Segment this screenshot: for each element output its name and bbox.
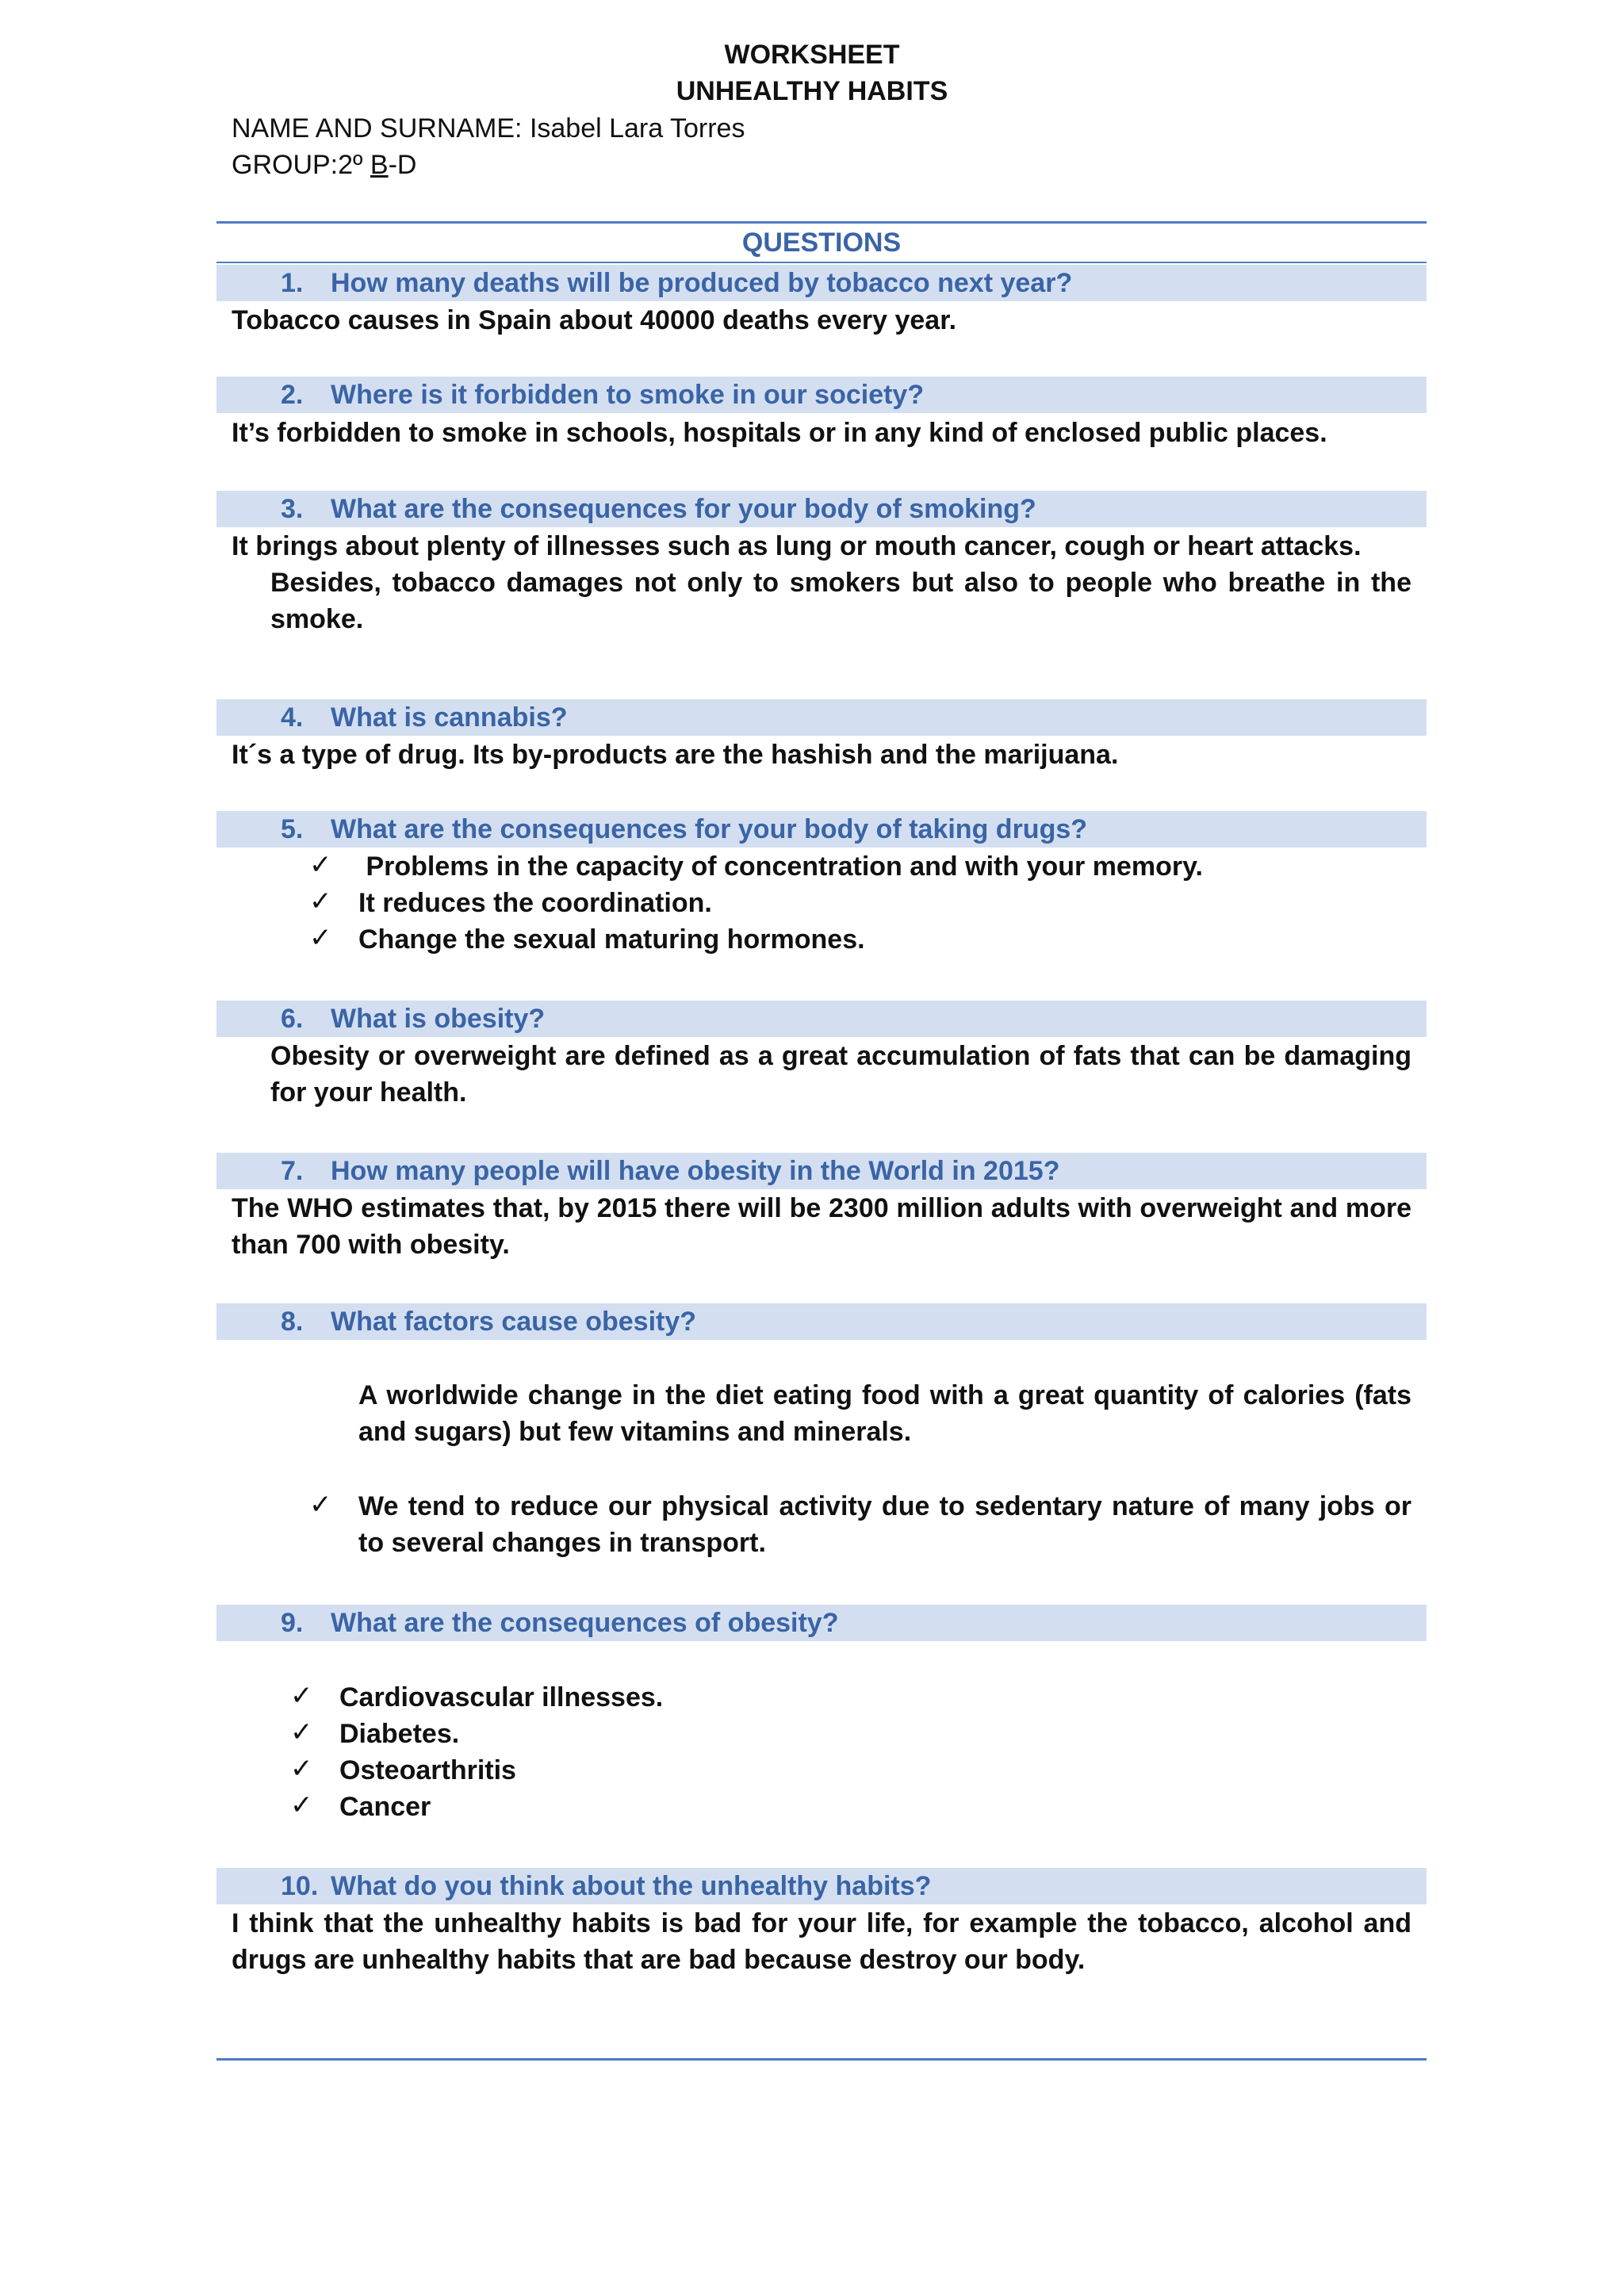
worksheet-subtitle: UNHEALTHY HABITS (676, 76, 948, 106)
checkmark-icon: ✓ (290, 1680, 313, 1712)
list-item: Diabetes. (339, 1719, 460, 1749)
answer-text: The WHO estimates that, by 2015 there will be 2300 million adults with overweight and more than 700 with obesity. (232, 1193, 1411, 1260)
list-item: We tend to reduce our physical activity due to sedentary nature of many jobs or to several changes in transport. (358, 1491, 1411, 1558)
answer-text: Obesity or overweight are defined as a great accumulation of fats that can be damaging for your health. (270, 1041, 1411, 1108)
heading-rule (216, 262, 1427, 263)
answer-text: It’s forbidden to smoke in schools, hospitals or in any kind of enclosed public places. (232, 418, 1327, 448)
question-text: What is cannabis? (331, 702, 568, 733)
list-item: Cancer (339, 1792, 431, 1822)
bottom-rule (216, 2058, 1427, 2061)
list-item: Change the sexual maturing hormones. (358, 924, 865, 955)
question-text: What do you think about the unhealthy habits? (331, 1871, 932, 1901)
question-text: Where is it forbidden to smoke in our society? (331, 380, 925, 410)
question-number: 8. (281, 1307, 304, 1337)
question-number: 5. (281, 814, 304, 844)
question-number: 10. (281, 1871, 319, 1901)
questions-heading: QUESTIONS (741, 228, 902, 258)
checkmark-icon: ✓ (309, 922, 332, 954)
question-number: 9. (281, 1608, 304, 1638)
top-rule (216, 221, 1427, 224)
question-text: How many people will have obesity in the World in 2015? (331, 1156, 1060, 1186)
answer-text-continued: Besides, tobacco damages not only to smokers but also to people who breathe in the smoke. (270, 568, 1411, 634)
question-text: What factors cause obesity? (331, 1307, 697, 1337)
question-text: What are the consequences for your body of smoking? (331, 494, 1036, 524)
question-number: 2. (281, 380, 304, 410)
question-text: What is obesity? (331, 1004, 546, 1034)
list-item: It reduces the coordination. (358, 888, 712, 918)
checkmark-icon: ✓ (290, 1716, 313, 1748)
question-number: 3. (281, 494, 304, 524)
list-item: A worldwide change in the diet eating food with a great quantity of calories (fats and sugars) but few vitamins and minerals. (358, 1380, 1411, 1447)
group-prefix: GROUP:2º (232, 150, 370, 180)
answer-text: It´s a type of drug. Its by-products are the hashish and the marijuana. (232, 740, 1119, 770)
group-suffix: -D (388, 150, 417, 180)
checkmark-icon: ✓ (309, 849, 332, 881)
question-number: 4. (281, 702, 304, 733)
question-number: 7. (281, 1156, 304, 1186)
checkmark-icon: ✓ (290, 1789, 313, 1821)
list-item: Osteoarthritis (339, 1755, 516, 1785)
question-text: How many deaths will be produced by tobacco next year? (331, 268, 1073, 298)
list-item: Problems in the capacity of concentration and with your memory. (358, 851, 1203, 882)
answer-text: Tobacco causes in Spain about 40000 deaths every year. (232, 305, 957, 335)
checkmark-icon: ✓ (309, 886, 332, 917)
checkmark-icon: ✓ (290, 1753, 313, 1785)
student-group (232, 147, 416, 183)
group-letter: B (370, 150, 389, 180)
question-number: 6. (281, 1004, 304, 1034)
answer-text: It brings about plenty of illnesses such as lung or mouth cancer, cough or heart attacks. (232, 531, 1362, 561)
student-name: NAME AND SURNAME: Isabel Lara Torres (232, 113, 745, 144)
list-item: Cardiovascular illnesses. (339, 1682, 664, 1712)
worksheet-title: WORKSHEET (724, 40, 900, 70)
answer-text: I think that the unhealthy habits is bad for your life, for example the tobacco, alcohol and drugs are unhealthy habits that are bad because destroy our body. (232, 1908, 1411, 1975)
question-number: 1. (281, 268, 304, 298)
checkmark-icon: ✓ (309, 1489, 332, 1521)
question-text: What are the consequences for your body of taking drugs? (331, 814, 1088, 844)
question-text: What are the consequences of obesity? (331, 1608, 839, 1638)
